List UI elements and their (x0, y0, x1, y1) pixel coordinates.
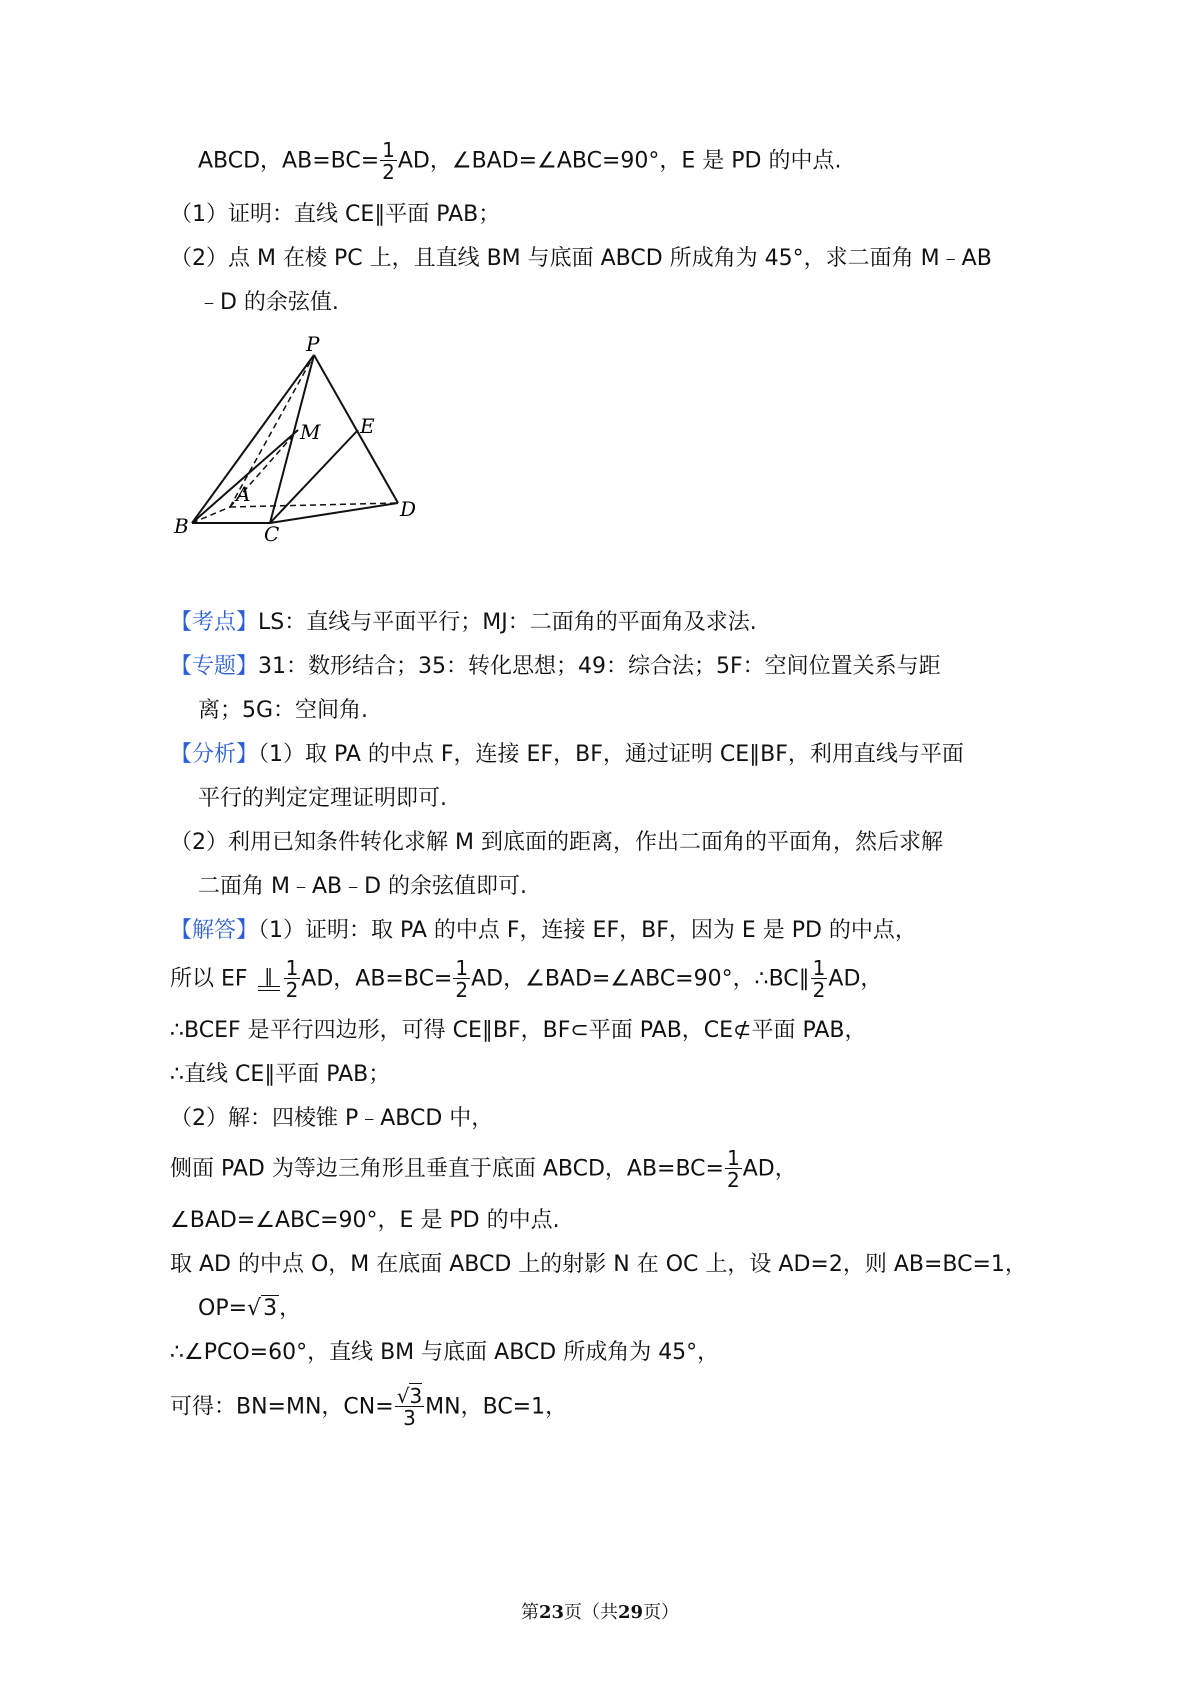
fraction-sqrt3-over-3: $\frac{√3}{3}$ (396, 1384, 423, 1430)
label-C: C (264, 522, 280, 546)
fraction-one-half: $\frac{1}{2}$ (455, 956, 469, 1002)
zhuanti-line-1: 【专题】31：数形结合；35：转化思想；49：综合法；5F：空间位置关系与距 (170, 654, 941, 679)
label-B: B (174, 514, 189, 538)
solution-line-6: 侧面 PAD 为等边三角形且垂直于底面 ABCD，AB=BC= $\frac{1}{2}$ AD， (170, 1146, 797, 1192)
solution-line-7: ∠BAD=∠ABC=90°，E 是 PD 的中点. (170, 1208, 560, 1233)
label-P: P (306, 332, 320, 356)
fraction-one-half: $\frac{1}{2}$ (726, 1146, 740, 1192)
zhuanti-line-2: 离；5G：空间角. (198, 698, 369, 723)
edge-PB (192, 355, 314, 523)
fraction-one-half: $\frac{1}{2}$ (285, 956, 299, 1002)
label-D: D (400, 497, 417, 521)
edge-CD (270, 503, 398, 523)
jieda-line-1: 【解答】（1）证明：取 PA 的中点 F，连接 EF，BF，因为 E 是 PD 的中点， (170, 918, 917, 943)
parallel-equal-symbol: ∥ (255, 968, 283, 991)
solution-line-2: 所以 EF ∥ $\frac{1}{2}$ AD，AB=BC= $\frac{1}{2}$ AD，∠BAD=∠ABC=90°，∴BC∥ $\frac{1}{2}$ AD， (170, 956, 883, 1002)
question-2-line-2: ﹣D 的余弦值. (198, 290, 339, 315)
solution-line-4: ∴直线 CE∥平面 PAB； (170, 1062, 391, 1087)
solution-line-9: OP=√3， (198, 1294, 301, 1324)
label-A: A (236, 482, 251, 506)
page-total: 29 (618, 1602, 644, 1623)
solution-line-10: ∴∠PCO=60°，直线 BM 与底面 ABCD 所成角为 45°， (170, 1340, 720, 1365)
question-1: （1）证明：直线 CE∥平面 PAB； (170, 202, 501, 227)
fenxi-line-4: 二面角 M﹣AB﹣D 的余弦值即可. (198, 874, 528, 899)
page-number: 23 (538, 1602, 564, 1623)
solution-line-3: ∴BCEF 是平行四边形，可得 CE∥BF，BF⊂平面 PAB，CE⊄平面 PAB， (170, 1018, 867, 1043)
question-2-line-1: （2）点 M 在棱 PC 上，且直线 BM 与底面 ABCD 所成角为 45°，求二面角 M﹣AB (170, 246, 992, 271)
page-footer: 第23页（共29页） (520, 1602, 680, 1623)
solution-line-5: （2）解：四棱锥 P﹣ABCD 中， (170, 1106, 494, 1131)
sqrt-3: √3 (247, 1296, 278, 1321)
edge-PD (314, 355, 398, 503)
solution-line-11: 可得：BN=MN，CN= $\frac{√3}{3}$ MN，BC=1， (170, 1384, 568, 1430)
solution-line-8: 取 AD 的中点 O，M 在底面 ABCD 上的射影 N 在 OC 上，设 AD=2，则 AB=BC=1， (170, 1252, 1027, 1277)
fenxi-line-1: 【分析】（1）取 PA 的中点 F，连接 EF，BF，通过证明 CE∥BF，利用直线与平面 (170, 742, 964, 767)
fenxi-line-3: （2）利用已知条件转化求解 M 到底面的距离，作出二面角的平面角，然后求解 (170, 830, 943, 855)
label-M: M (300, 420, 321, 444)
label-E: E (360, 414, 375, 438)
pyramid-figure (174, 332, 440, 550)
fraction-one-half: $\frac{1}{2}$ (382, 138, 395, 184)
problem-line-1: ABCD，AB=BC= $\frac{1}{2}$ AD，∠BAD=∠ABC=90°，E 是 PD 的中点. (198, 138, 842, 184)
fraction-one-half: $\frac{1}{2}$ (812, 956, 826, 1002)
fenxi-line-2: 平行的判定定理证明即可. (198, 786, 447, 811)
kaodian-line: 【考点】LS：直线与平面平行；MJ：二面角的平面角及求法. (170, 610, 757, 635)
